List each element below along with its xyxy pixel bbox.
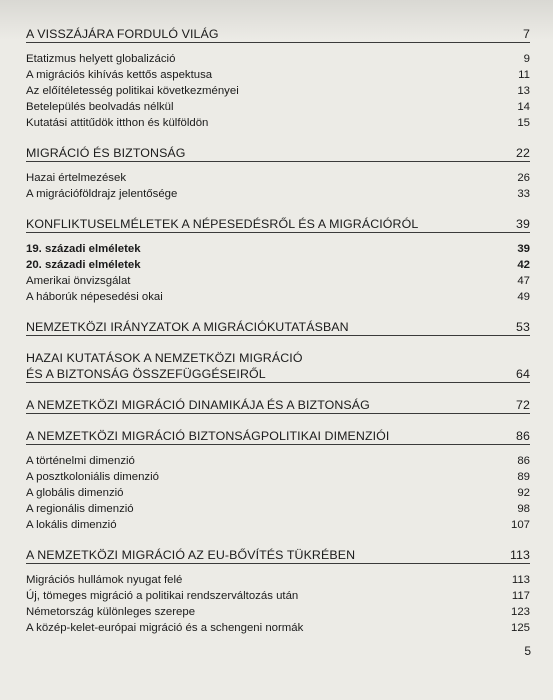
toc-item[interactable]	[26, 485, 530, 501]
toc-section-hazai-kutatasok	[26, 350, 530, 383]
toc-item[interactable]	[26, 241, 530, 257]
toc-item[interactable]	[26, 572, 530, 588]
toc-heading-page: 22	[516, 146, 530, 160]
toc-item-title: Etatizmus helyett globalizáció	[26, 53, 176, 65]
toc-item[interactable]	[26, 67, 530, 83]
toc-heading-line-2[interactable]	[26, 366, 530, 382]
toc-section-nemzetkozi-iranyzatok	[26, 319, 530, 336]
toc-item-title: A globális dimenzió	[26, 487, 124, 499]
toc-item-page: 125	[510, 622, 530, 634]
toc-section-eu-bovites	[26, 547, 530, 636]
section-rule	[26, 563, 530, 564]
toc-item-title: Új, tömeges migráció a politikai rendszerváltozás után	[26, 590, 299, 602]
toc-heading-title: KONFLIKTUSELMÉLETEK A NÉPESEDÉSRŐL ÉS A MIGRÁCIÓRÓL	[26, 217, 419, 231]
toc-item-title: A történelmi dimenzió	[26, 455, 135, 467]
toc-heading-page: 39	[516, 217, 530, 231]
toc-item-title: 20. századi elméletek	[26, 259, 141, 271]
toc-item-title: Az előítéletesség politikai következményei	[26, 85, 239, 97]
toc-item[interactable]	[26, 501, 530, 517]
section-rule	[26, 232, 530, 233]
section-rule	[26, 161, 530, 162]
toc-item-page: 42	[517, 259, 530, 271]
section-rule	[26, 413, 530, 414]
toc-item-title: Migrációs hullámok nyugat felé	[26, 574, 183, 586]
toc-item-page: 86	[517, 455, 530, 467]
toc-item[interactable]	[26, 273, 530, 289]
toc-item[interactable]	[26, 588, 530, 604]
toc-item-title: A migrációs kihívás kettős aspektusa	[26, 69, 213, 81]
toc-item-page: 47	[517, 275, 530, 287]
toc-item-page: 92	[517, 487, 530, 499]
toc-heading[interactable]	[26, 319, 530, 335]
toc-item[interactable]	[26, 620, 530, 636]
toc-heading[interactable]	[26, 547, 530, 563]
toc-item-page: 33	[517, 188, 530, 200]
toc-item-title: Amerikai önvizsgálat	[26, 275, 131, 287]
toc-heading-title: A VISSZÁJÁRA FORDULÓ VILÁG	[26, 27, 219, 41]
toc-item-title: 19. századi elméletek	[26, 243, 141, 255]
section-rule	[26, 335, 530, 336]
toc-item-title: A lokális dimenzió	[26, 519, 117, 531]
toc-item-title: Betelepülés beolvadás nélkül	[26, 101, 174, 113]
toc-heading-page: 72	[516, 398, 530, 412]
toc-item-page: 9	[523, 53, 530, 65]
toc-section-migracio-dinamikaja	[26, 397, 530, 414]
toc-item[interactable]	[26, 257, 530, 273]
toc-item[interactable]	[26, 51, 530, 67]
toc-heading[interactable]	[26, 26, 530, 42]
table-of-contents	[26, 26, 530, 644]
section-rule	[26, 382, 530, 383]
toc-item-title: A posztkoloniális dimenzió	[26, 471, 159, 483]
toc-item-title: A migrációföldrajz jelentősége	[26, 188, 178, 200]
page-number: 5	[524, 644, 531, 658]
toc-item-title: A közép-kelet-európai migráció és a schengeni normák	[26, 622, 304, 634]
toc-heading-line-1[interactable]	[26, 350, 530, 366]
toc-heading-page: 7	[523, 27, 530, 41]
toc-section-konfliktuselmeletek	[26, 216, 530, 305]
toc-heading[interactable]	[26, 145, 530, 161]
toc-item-page: 26	[517, 172, 530, 184]
section-rule	[26, 444, 530, 445]
toc-item-page: 107	[510, 519, 530, 531]
toc-item-page: 39	[517, 243, 530, 255]
toc-item-page: 117	[511, 590, 530, 602]
toc-section-migracio-es-biztonsag	[26, 145, 530, 202]
toc-item-page: 89	[517, 471, 530, 483]
toc-item[interactable]	[26, 517, 530, 533]
toc-heading[interactable]	[26, 397, 530, 413]
toc-heading-title: ÉS A BIZTONSÁG ÖSSZEFÜGGÉSEIRŐL	[26, 367, 266, 381]
toc-heading-title: MIGRÁCIÓ ÉS BIZTONSÁG	[26, 146, 186, 160]
toc-heading-page: 64	[516, 367, 530, 381]
toc-item-page: 11	[518, 69, 530, 81]
toc-item-page: 98	[517, 503, 530, 515]
toc-item-page: 113	[511, 574, 530, 586]
toc-item-title: Németország különleges szerepe	[26, 606, 196, 618]
toc-item[interactable]	[26, 186, 530, 202]
toc-heading-title: HAZAI KUTATÁSOK A NEMZETKÖZI MIGRÁCIÓ	[26, 351, 303, 365]
toc-item-title: A regionális dimenzió	[26, 503, 134, 515]
toc-item[interactable]	[26, 83, 530, 99]
toc-heading-page: 86	[516, 429, 530, 443]
toc-section-biztonsagpolitikai-dimenzioi	[26, 428, 530, 533]
toc-heading-page: 113	[509, 548, 530, 562]
toc-section-a-visszajara-fordulo-vilag	[26, 26, 530, 131]
toc-item[interactable]	[26, 170, 530, 186]
toc-item[interactable]	[26, 604, 530, 620]
toc-item-title: Hazai értelmezések	[26, 172, 127, 184]
toc-item-page: 14	[517, 101, 530, 113]
toc-item[interactable]	[26, 469, 530, 485]
toc-item-page: 13	[517, 85, 530, 97]
toc-heading[interactable]	[26, 428, 530, 444]
toc-item-page: 49	[517, 291, 530, 303]
toc-item[interactable]	[26, 99, 530, 115]
toc-item-title: Kutatási attitűdök itthon és külföldön	[26, 117, 209, 129]
toc-item[interactable]	[26, 289, 530, 305]
toc-item-page: 123	[510, 606, 530, 618]
toc-heading-title: A NEMZETKÖZI MIGRÁCIÓ DINAMIKÁJA ÉS A BIZTONSÁG	[26, 398, 370, 412]
toc-item[interactable]	[26, 453, 530, 469]
toc-heading-title: NEMZETKÖZI IRÁNYZATOK A MIGRÁCIÓKUTATÁSBAN	[26, 320, 349, 334]
toc-heading-title: A NEMZETKÖZI MIGRÁCIÓ BIZTONSÁGPOLITIKAI DIMENZIÓI	[26, 429, 390, 443]
section-rule	[26, 42, 530, 43]
toc-item[interactable]	[26, 115, 530, 131]
toc-heading[interactable]	[26, 216, 530, 232]
toc-heading-title: A NEMZETKÖZI MIGRÁCIÓ AZ EU-BŐVÍTÉS TÜKRÉBEN	[26, 548, 356, 562]
toc-item-page: 15	[517, 117, 530, 129]
toc-item-title: A háborúk népesedési okai	[26, 291, 163, 303]
toc-heading-page: 53	[516, 320, 530, 334]
